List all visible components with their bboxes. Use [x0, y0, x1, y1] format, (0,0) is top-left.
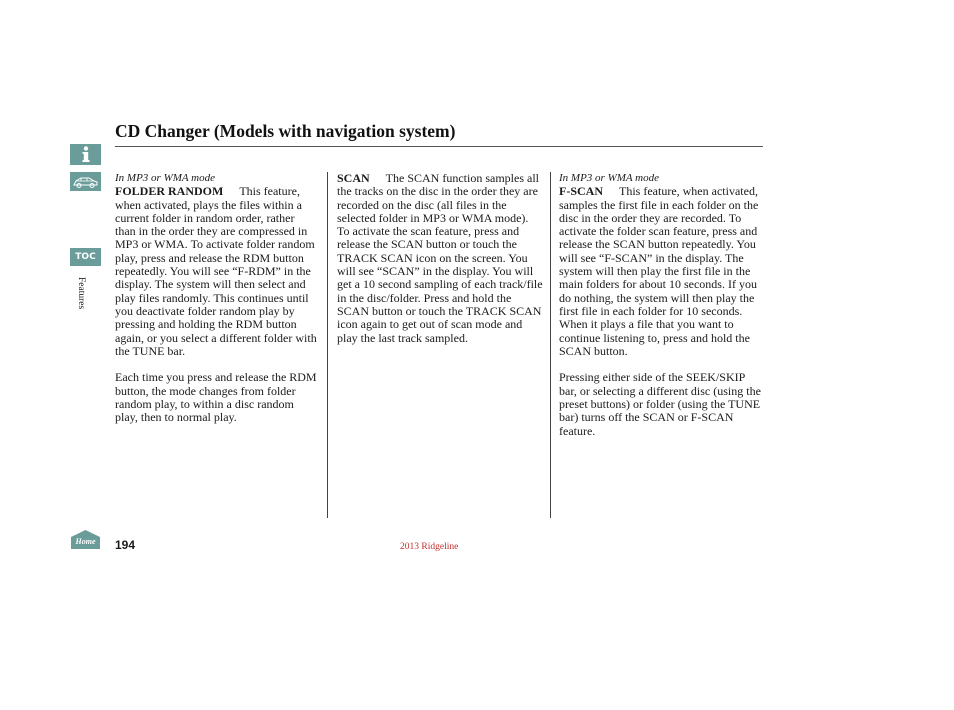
toc-button[interactable]	[70, 248, 101, 266]
paragraph: Pressing either side of the SEEK/SKIP bar, or selecting a different disc (using the preset buttons) or folder (using the TUNE bar) turns off the SCAN or F-SCAN feature.	[559, 370, 761, 438]
vehicle-button[interactable]	[70, 172, 101, 191]
paragraph: Each time you press and release the RDM button, the mode changes from folder random play, to within a disc random play, then to normal play.	[115, 370, 317, 425]
term-heading: SCAN	[337, 171, 370, 185]
column-divider	[327, 172, 328, 518]
paragraph	[337, 172, 543, 345]
paragraph-text: The SCAN function samples all the tracks on the disc in the order they are recorded on the disc (all files in the selected folder in MP3 or WMA mode). To activate the scan feature, press and release the SCAN button or touch the TRACK SCAN icon on the screen. You will see “SCAN” in the display. You will get a 10 second sampling of each track/file in the disc/folder. Press and hold the SCAN button or touch the TRACK SCAN icon again to get out of scan mode and play the last track sampled.	[337, 171, 543, 345]
footer-model: 2013 Ridgeline	[400, 542, 459, 552]
page-number: 194	[115, 538, 136, 552]
page-title: CD Changer (Models with navigation system)	[115, 121, 456, 141]
paragraph	[559, 185, 764, 358]
info-button[interactable]	[70, 144, 101, 165]
column-folder-random	[115, 172, 317, 425]
column-divider	[550, 172, 551, 518]
section-tab	[70, 268, 92, 318]
paragraph-text: This feature, when activated, plays the files within a current folder in random order, rather than in the order they are compressed in MP3 or WMA. To activate folder random play, press and release the RDM button repeatedly. You will see “F-RDM” in the display. The system will then select and play files randomly. This continues until you deactivate folder random play by pressing and holding the RDM button again, or you select a different folder with the TUNE bar.	[115, 184, 317, 358]
term-heading: F-SCAN	[559, 184, 603, 199]
term-heading: FOLDER RANDOM	[115, 184, 224, 199]
paragraph	[115, 185, 317, 358]
home-button[interactable]	[70, 529, 101, 549]
car-icon	[72, 175, 99, 189]
mode-caption: In MP3 or WMA mode	[115, 172, 215, 184]
title-divider	[115, 146, 763, 147]
column-f-scan	[559, 172, 764, 438]
home-label: Home	[75, 537, 96, 546]
mode-caption: In MP3 or WMA mode	[559, 172, 659, 184]
paragraph-text: This feature, when activated, samples the first file in each folder on the disc in the order they are recorded. To activate the folder scan feature, press and release the SCAN button repeatedly. You will see “F-SCAN” in the display. The system will then play the first file in the main folders for about 10 seconds. If you do nothing, the system will then play the first file in each folder for 10 seconds. When it plays a file that you want to continue listening to, press and hold the SCAN button.	[559, 184, 759, 358]
info-icon	[81, 146, 91, 163]
toc-label: TOC	[75, 252, 96, 262]
column-scan	[337, 172, 543, 345]
section-tab-label: Features	[76, 276, 86, 310]
home-icon	[70, 529, 101, 549]
